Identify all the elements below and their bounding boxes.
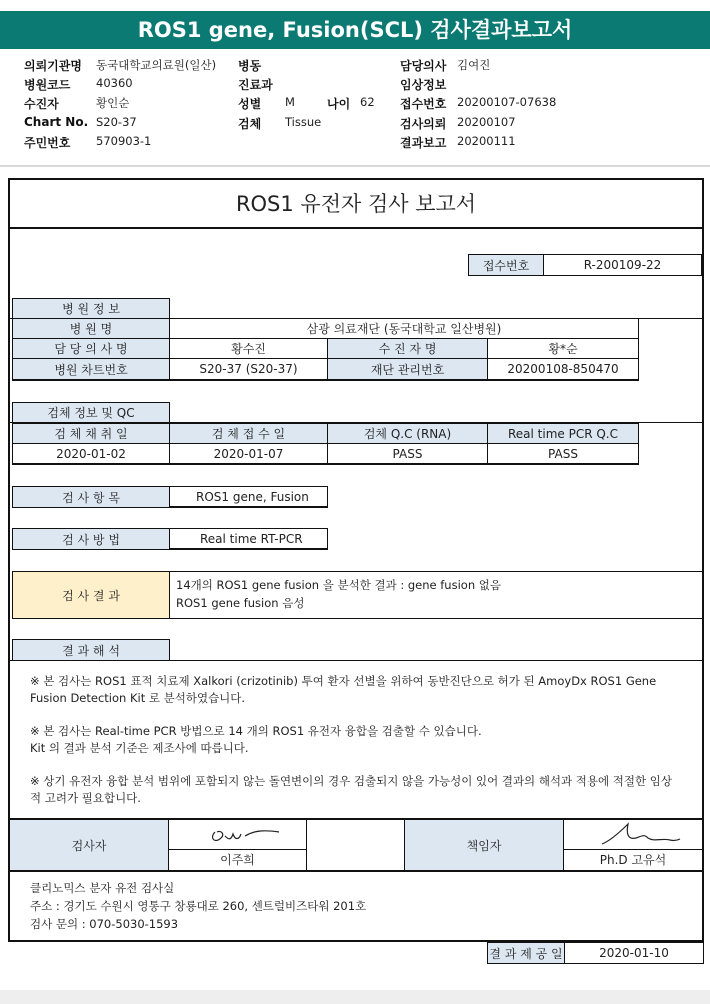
chart-no-value: S20-37 [96, 115, 137, 129]
signature-bottom-border [10, 870, 702, 872]
age-value: 62 [360, 95, 375, 109]
hospital-name-label: 병 원 명 [12, 318, 170, 339]
hospital-name-value: 삼광 의료재단 (동국대학교 일산병원) [169, 318, 639, 339]
specimen-label: 검체 [238, 117, 262, 131]
patient-name-label: 수 진 자 명 [327, 338, 488, 359]
patient-value: 황인순 [96, 96, 130, 110]
header-separator [0, 165, 710, 167]
test-request-label: 검사의뢰 [400, 117, 447, 131]
manager-name: Ph.D 고유석 [599, 853, 667, 867]
interpretation-p3-line1: ※ 상기 유전자 융합 분석 범위에 포함되지 않는 돌연변이의 경우 검출되지 않을 가능성이 있어 결과의 해석과 적용에 적절한 임상 [30, 774, 672, 788]
interpretation-top-border [10, 660, 702, 661]
page-bottom-strip [0, 990, 710, 1004]
chart-no-label: Chart No. [24, 115, 89, 129]
pcr-qc-header: Real time PCR Q.C [487, 423, 639, 444]
collection-date-header: 검 체 채 취 일 [12, 423, 170, 444]
rna-qc-header: 검체 Q.C (RNA) [327, 423, 488, 444]
result-left-border [169, 571, 170, 619]
management-number-value: 20200108-850470 [487, 358, 639, 381]
receipt-date-header: 검 체 접 수 일 [169, 423, 328, 444]
resident-no-label: 주민번호 [24, 136, 71, 150]
receipt-value-cell: R-200109-22 [543, 254, 702, 276]
receipt-no-label: 접수번호 [400, 97, 447, 111]
signature-spacer-cell [307, 820, 405, 870]
test-request-value: 20200107 [457, 115, 516, 129]
test-item-value: ROS1 gene, Fusion [169, 486, 328, 508]
resident-no-value: 570903-1 [96, 134, 152, 148]
interpretation-p1-line1: ※ 본 검사는 ROS1 표적 치료제 Xalkori (crizotinib) 투여 환자 선별을 위하여 동반진단으로 허가 된 AmoyDx ROS1 Gene [30, 674, 657, 688]
rna-qc-value: PASS [327, 443, 488, 465]
receipt-label-cell: 접수번호 [468, 254, 544, 276]
interpretation-p1-line2: Fusion Detection Kit 로 분석하였습니다. [30, 691, 246, 705]
pcr-qc-value: PASS [487, 443, 639, 465]
result-provided-label: 결 과 제 공 일 [487, 942, 565, 964]
result-report-label: 결과보고 [400, 136, 447, 150]
test-result-label: 검 사 결 과 [12, 571, 170, 619]
lab-contact: 검사 문의 : 070-5030-1593 [30, 917, 179, 931]
interpretation-p2-line2: Kit 의 결과 분석 기준은 제조사에 따릅니다. [30, 741, 249, 755]
referral-institution-label: 의뢰기관명 [24, 59, 82, 73]
department-label: 진료과 [238, 78, 273, 92]
test-method-value: Real time RT-PCR [169, 528, 328, 550]
referral-institution-value: 동국대학교의료원(일산) [96, 58, 217, 72]
ward-label: 병동 [238, 59, 262, 73]
interpretation-label: 결 과 해 석 [12, 639, 170, 661]
age-label: 나이 [327, 97, 351, 111]
report-title: ROS1 유전자 검사 보고서 [10, 180, 702, 229]
doctor-name-label: 담 당 의 사 명 [12, 338, 170, 359]
interpretation-p3-line2: 적 고려가 필요합니다. [30, 791, 141, 805]
attending-doctor-label: 담당의사 [400, 59, 447, 73]
tester-signature-image [205, 822, 285, 848]
receipt-date-value: 2020-01-07 [169, 443, 328, 465]
tester-name: 이주희 [169, 849, 307, 870]
result-report-value: 20200111 [457, 134, 516, 148]
chart-number-label: 병원 차트번호 [12, 358, 170, 381]
collection-date-value: 2020-01-02 [12, 443, 170, 465]
result-top-border [169, 571, 702, 572]
interpretation-p2-line1: ※ 본 검사는 Real-time PCR 방법으로 14 개의 ROS1 유전자 융합을 검출할 수 있습니다. [30, 724, 482, 738]
hospital-info-section-label: 병 원 정 보 [12, 298, 170, 319]
tester-label: 검사자 [10, 820, 169, 870]
manager-label: 책임자 [405, 820, 564, 870]
specimen-value: Tissue [285, 115, 322, 129]
management-number-label: 재단 관리번호 [327, 358, 488, 381]
lab-address: 주소 : 경기도 수원시 영통구 창룡대로 260, 센트럴비즈타워 201호 [30, 899, 367, 913]
test-item-label: 검 사 항 목 [12, 486, 170, 508]
chart-number-value: S20-37 (S20-37) [169, 358, 328, 381]
test-method-label: 검 사 방 법 [12, 528, 170, 550]
hospital-code-value: 40360 [96, 76, 133, 90]
attending-doctor-value: 김여진 [457, 58, 491, 72]
patient-name-value: 황*순 [487, 338, 639, 359]
sex-value: M [285, 95, 295, 109]
result-provided-value: 2020-01-10 [564, 942, 704, 964]
clinical-info-label: 임상정보 [400, 78, 447, 92]
specimen-qc-section-label: 검체 정보 및 QC [12, 402, 170, 423]
manager-signature-image [598, 820, 682, 848]
sex-label: 성별 [238, 97, 262, 111]
result-line-1: 14개의 ROS1 gene fusion 을 분석한 결과 : gene fusion 없음 [176, 578, 501, 592]
result-bottom-border [169, 618, 702, 619]
report-banner: ROS1 gene, Fusion(SCL) 검사결과보고서 [0, 11, 710, 49]
receipt-no-value: 20200107-07638 [457, 95, 557, 109]
patient-label: 수진자 [24, 97, 59, 111]
doctor-name-value: 황수진 [169, 338, 328, 359]
result-line-2: ROS1 gene fusion 음성 [176, 596, 305, 610]
hospital-code-label: 병원코드 [24, 78, 71, 92]
report-form [8, 178, 704, 942]
lab-name: 클리노믹스 분자 유전 검사실 [30, 881, 175, 895]
